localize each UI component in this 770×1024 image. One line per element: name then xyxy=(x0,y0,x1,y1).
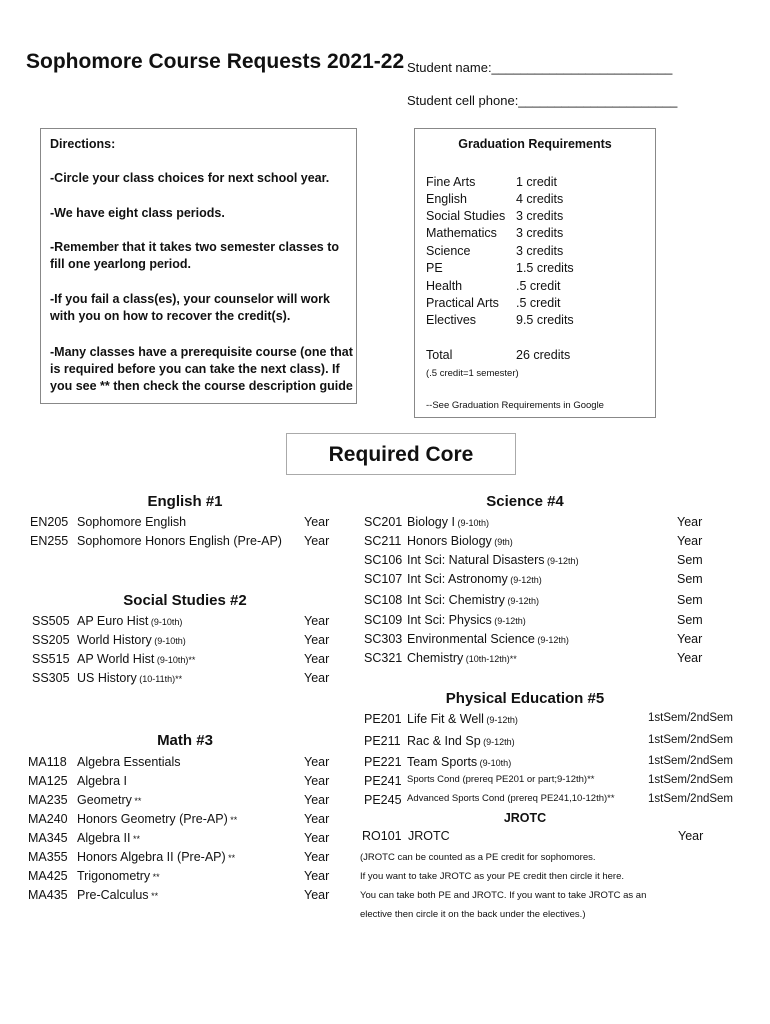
course-term: Year xyxy=(677,651,703,665)
course-term: Year xyxy=(304,652,330,666)
jrotc-note: You can take both PE and JROTC. If you want to take JROTC as an xyxy=(360,890,647,901)
course-detail: (9-10th) xyxy=(454,518,489,528)
course-code: MA118 xyxy=(28,755,67,769)
math-heading: Math #3 xyxy=(157,732,213,749)
course-code: PE245 xyxy=(364,793,402,807)
course-row-pe245[interactable] xyxy=(364,793,736,811)
course-code: SC109 xyxy=(364,613,403,627)
page-title: Sophomore Course Requests 2021-22 xyxy=(26,50,405,73)
requirement-row: Science 3 credits xyxy=(426,244,564,258)
course-name: Honors Algebra II (Pre-AP) ** xyxy=(77,850,236,864)
course-term: Year xyxy=(304,671,330,685)
course-row-ma240[interactable] xyxy=(28,812,340,830)
requirement-row: English 4 credits xyxy=(426,192,564,206)
course-detail: (9-12th) xyxy=(534,635,569,645)
graduation-requirements-box xyxy=(414,128,656,418)
course-name: Int Sci: Chemistry (9-12th) xyxy=(407,593,539,607)
requirement-row: Practical Arts .5 credit xyxy=(426,296,561,310)
student-name-field[interactable]: Student name:_________________________ xyxy=(407,60,673,75)
course-code: SS515 xyxy=(32,652,70,666)
course-row-en205[interactable] xyxy=(30,515,340,533)
course-term: Year xyxy=(677,515,703,529)
course-code: SC321 xyxy=(364,651,403,665)
jrotc-note: (JROTC can be counted as a PE credit for sophomores. xyxy=(360,852,596,863)
course-detail: (9-12th) xyxy=(480,737,515,747)
requirement-total: Total 26 credits xyxy=(426,348,571,362)
direction-item: -Remember that it takes two semester classes to fill one yearlong period. xyxy=(50,240,340,271)
course-name: Trigonometry ** xyxy=(77,869,160,883)
course-term: Year xyxy=(304,614,330,628)
course-name: Int Sci: Natural Disasters (9-12th) xyxy=(407,553,579,567)
course-term: Sem xyxy=(677,553,703,567)
course-term: Year xyxy=(304,888,330,902)
requirement-row: Mathematics 3 credits xyxy=(426,226,564,240)
course-code: SC211 xyxy=(364,534,402,548)
course-term: Year xyxy=(304,831,330,845)
course-row-sc303[interactable] xyxy=(364,632,704,650)
course-term: Year xyxy=(678,829,704,843)
course-row-ma355[interactable] xyxy=(28,850,340,868)
course-term: Year xyxy=(304,534,330,548)
course-row-sc106[interactable] xyxy=(364,553,704,571)
course-row-ss305[interactable] xyxy=(32,671,340,689)
course-code: SC108 xyxy=(364,593,403,607)
course-name: Int Sci: Physics (9-12th) xyxy=(407,613,526,627)
science-heading: Science #4 xyxy=(486,493,564,510)
course-row-sc109[interactable] xyxy=(364,613,704,631)
course-name: Honors Geometry (Pre-AP) ** xyxy=(77,812,238,826)
course-code: SC201 xyxy=(364,515,403,529)
course-name: Biology I (9-10th) xyxy=(407,515,489,529)
course-detail: (9-10th) xyxy=(477,758,512,768)
course-row-en255[interactable] xyxy=(30,534,340,552)
course-detail: (9-12th) xyxy=(483,715,518,725)
direction-item: -Many classes have a prerequisite course (one that is required before you can take the next class). If you see ** then check the course description guide xyxy=(50,345,353,393)
course-detail: (9-10th) xyxy=(148,617,183,627)
course-term: 1stSem/2ndSem xyxy=(648,734,734,746)
course-name: Algebra II ** xyxy=(77,831,141,845)
jrotc-note: elective then circle it on the back under the electives.) xyxy=(360,909,586,920)
course-detail: ** xyxy=(130,834,141,844)
course-term: 1stSem/2ndSem xyxy=(648,793,734,805)
course-term: 1stSem/2ndSem xyxy=(648,774,734,786)
course-name: US History (10-11th)** xyxy=(77,671,183,685)
requirement-note: (.5 credit=1 semester) xyxy=(426,368,519,379)
course-code: PE221 xyxy=(364,755,402,769)
course-detail: (9th) xyxy=(491,537,513,547)
social-studies-heading: Social Studies #2 xyxy=(123,592,247,609)
course-code: MA240 xyxy=(28,812,68,826)
course-row-ma125[interactable] xyxy=(28,774,340,792)
course-row-sc321[interactable] xyxy=(364,651,704,669)
course-detail: ** xyxy=(225,853,236,863)
student-phone-field[interactable]: Student cell phone:______________________ xyxy=(407,93,678,108)
course-name: Sophomore Honors English (Pre-AP) xyxy=(77,534,282,548)
course-name: Algebra Essentials xyxy=(77,755,181,769)
course-name: Int Sci: Astronomy (9-12th) xyxy=(407,572,542,586)
course-term: Year xyxy=(304,774,330,788)
course-term: Year xyxy=(304,633,330,647)
course-row-ss515[interactable] xyxy=(32,652,340,670)
course-term: Year xyxy=(677,534,703,548)
course-code: PE211 xyxy=(364,734,401,748)
course-name: Environmental Science (9-12th) xyxy=(407,632,569,646)
course-term: Year xyxy=(304,793,330,807)
course-detail: (9-10th)** xyxy=(154,655,196,665)
course-name: JROTC xyxy=(408,829,450,843)
requirement-row: Social Studies 3 credits xyxy=(426,209,564,223)
course-code: EN255 xyxy=(30,534,69,548)
course-row-ma425[interactable] xyxy=(28,869,340,887)
requirement-row: Electives 9.5 credits xyxy=(426,313,574,327)
course-row-ss505[interactable] xyxy=(32,614,340,632)
course-detail: (9-10th) xyxy=(151,636,186,646)
course-row-pe201[interactable] xyxy=(364,712,736,730)
course-detail: ** xyxy=(227,815,238,825)
course-code: SC106 xyxy=(364,553,403,567)
course-detail: (9-12th) xyxy=(507,575,542,585)
course-name: Advanced Sports Cond (prereq PE241,10-12th)** xyxy=(407,793,615,804)
jrotc-note: If you want to take JROTC as your PE credit then circle it here. xyxy=(360,871,624,882)
course-row-pe241[interactable] xyxy=(364,774,736,792)
course-name: Algebra I xyxy=(77,774,128,788)
course-code: MA435 xyxy=(28,888,68,902)
course-name: Sophomore English xyxy=(77,515,187,529)
english-heading: English #1 xyxy=(147,493,223,510)
course-detail: ** xyxy=(131,796,142,806)
course-term: Year xyxy=(677,632,703,646)
course-detail: (10-11th)** xyxy=(136,674,183,684)
requirement-see-note: --See Graduation Requirements in Google xyxy=(426,400,604,411)
course-row-sc107[interactable] xyxy=(364,572,704,590)
course-code: SC303 xyxy=(364,632,403,646)
direction-item: -Circle your class choices for next school year. xyxy=(50,171,330,185)
course-detail: (9-12th) xyxy=(544,556,579,566)
course-code: MA235 xyxy=(28,793,68,807)
course-term: Year xyxy=(304,515,330,529)
course-detail: (9-12th) xyxy=(504,596,539,606)
course-code: MA345 xyxy=(28,831,68,845)
course-name: Geometry ** xyxy=(77,793,142,807)
course-code: MA425 xyxy=(28,869,68,883)
course-term: Sem xyxy=(677,613,703,627)
course-name: AP Euro Hist (9-10th) xyxy=(77,614,183,628)
direction-item: -We have eight class periods. xyxy=(50,206,225,220)
course-detail: ** xyxy=(150,872,160,882)
course-term: Year xyxy=(304,850,330,864)
course-term: Sem xyxy=(677,593,703,607)
course-term: Year xyxy=(304,812,330,826)
course-row-ma235[interactable] xyxy=(28,793,340,811)
course-row-sc201[interactable] xyxy=(364,515,704,533)
course-name: Honors Biology (9th) xyxy=(407,534,513,548)
pe-heading: Physical Education #5 xyxy=(445,690,605,707)
course-code: SC107 xyxy=(364,572,403,586)
course-name: AP World Hist (9-10th)** xyxy=(77,652,196,666)
course-name: Life Fit & Well (9-12th) xyxy=(407,712,518,726)
direction-item: -If you fail a class(es), your counselor will work with you on how to recover the credit(s). xyxy=(50,292,330,323)
course-row-sc108[interactable] xyxy=(364,593,704,611)
course-code: SS505 xyxy=(32,614,70,628)
jrotc-heading: JROTC xyxy=(503,811,547,825)
course-code: PE201 xyxy=(364,712,402,726)
requirement-row: PE 1.5 credits xyxy=(426,261,574,275)
course-row-jrotc[interactable] xyxy=(362,829,712,847)
directions-box xyxy=(40,128,357,404)
course-code: MA355 xyxy=(28,850,68,864)
course-code: RO101 xyxy=(362,829,402,843)
course-code: EN205 xyxy=(30,515,69,529)
required-core-banner: Required Core xyxy=(286,433,516,475)
course-term: Sem xyxy=(677,572,703,586)
course-code: MA125 xyxy=(28,774,68,788)
course-row-ma435[interactable] xyxy=(28,888,340,906)
course-detail: (10th-12th)** xyxy=(463,654,517,664)
course-name: Chemistry (10th-12th)** xyxy=(407,651,517,665)
course-row-pe211[interactable] xyxy=(364,734,736,752)
course-term: 1stSem/2ndSem xyxy=(648,755,734,767)
graduation-heading: Graduation Requirements xyxy=(458,137,612,151)
course-row-ma345[interactable] xyxy=(28,831,340,849)
directions-heading: Directions: xyxy=(50,137,116,151)
course-name: Team Sports (9-10th) xyxy=(407,755,512,769)
course-row-ss205[interactable] xyxy=(32,633,340,651)
course-detail: (9-12th) xyxy=(491,616,526,626)
course-detail: ** xyxy=(148,891,159,901)
course-row-sc211[interactable] xyxy=(364,534,704,552)
course-code: PE241 xyxy=(364,774,402,788)
requirement-row: Fine Arts 1 credit xyxy=(426,175,557,189)
course-term: Year xyxy=(304,755,330,769)
course-name: Rac & Ind Sp (9-12th) xyxy=(407,734,515,748)
course-name: Pre-Calculus ** xyxy=(77,888,159,902)
course-code: SS305 xyxy=(32,671,70,685)
course-term: Year xyxy=(304,869,330,883)
course-name: Sports Cond (prereq PE201 or part;9-12th)** xyxy=(407,774,595,785)
course-name: World History (9-10th) xyxy=(77,633,186,647)
course-code: SS205 xyxy=(32,633,70,647)
course-row-ma118[interactable] xyxy=(28,755,340,773)
course-row-pe221[interactable] xyxy=(364,755,736,773)
requirement-row: Health .5 credit xyxy=(426,279,561,293)
course-term: 1stSem/2ndSem xyxy=(648,712,734,724)
